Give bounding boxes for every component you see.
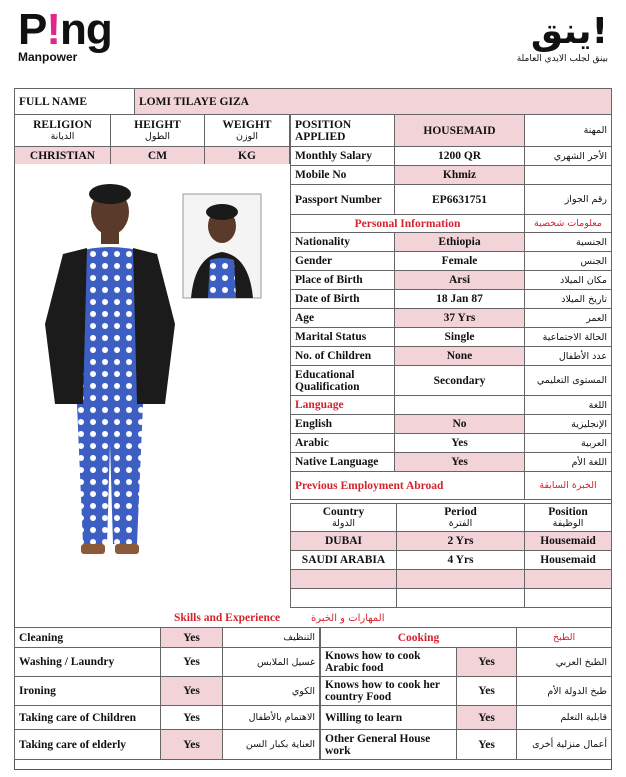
employment-header: Previous Employment Abroad — [291, 472, 525, 500]
employment-empty-cell — [291, 589, 397, 608]
cooking-header-ar: الطبخ — [517, 628, 612, 648]
english-label-ar: الإنجليزية — [525, 415, 612, 434]
children-care-label: Taking care of Children — [15, 706, 161, 730]
education-value: Secondary — [395, 366, 525, 396]
arabic-label-ar: العربية — [525, 434, 612, 453]
info-table — [290, 114, 612, 500]
position-label: POSITION APPLIED — [291, 115, 395, 147]
elderly-care-value: Yes — [161, 730, 223, 760]
employment-col-country: Country الدولة — [291, 504, 397, 532]
housework-value: Yes — [457, 730, 517, 760]
nationality-label-ar: الجنسية — [525, 233, 612, 252]
country-food-value: Yes — [457, 677, 517, 706]
employment-period: 2 Yrs — [397, 532, 525, 551]
cleaning-label: Cleaning — [15, 628, 161, 648]
employment-table — [290, 503, 612, 608]
age-value: 37 Yrs — [395, 309, 525, 328]
age-label: Age — [291, 309, 395, 328]
housework-label-ar: أعمال منزلية أخرى — [517, 730, 612, 760]
photo-area — [15, 164, 290, 609]
weight-value: KG — [205, 147, 290, 165]
gender-label: Gender — [291, 252, 395, 271]
ironing-value: Yes — [161, 677, 223, 706]
cleaning-label-ar: التنظيف — [223, 628, 320, 648]
passport-value: EP6631751 — [395, 185, 525, 215]
children-care-label-ar: الاهتمام بالأطفال — [223, 706, 320, 730]
passport-label-ar: رقم الجواز — [525, 185, 612, 215]
logo-subtitle-arabic: بينق لجلب الايدي العاملة — [516, 54, 608, 64]
full-name-label: FULL NAME — [15, 89, 135, 115]
logo-wordmark-arabic: !ينق — [530, 11, 608, 52]
height-value: CM — [111, 147, 205, 165]
height-header: HEIGHT الطول — [111, 115, 205, 147]
washing-value: Yes — [161, 648, 223, 677]
washing-label-ar: غسيل الملابس — [223, 648, 320, 677]
arabic-label: Arabic — [291, 434, 395, 453]
gender-value: Female — [395, 252, 525, 271]
passport-photo — [183, 194, 261, 298]
language-header-blank — [395, 396, 525, 415]
position-value: HOUSEMAID — [395, 115, 525, 147]
employment-period: 4 Yrs — [397, 551, 525, 570]
employment-empty-cell — [525, 589, 612, 608]
salary-label-ar: الأجر الشهري — [525, 147, 612, 166]
willing-learn-label: Willing to learn — [321, 706, 457, 730]
employment-position: Housemaid — [525, 532, 612, 551]
children-value: None — [395, 347, 525, 366]
country-food-label: Knows how to cook her country Food — [321, 677, 457, 706]
dob-value: 18 Jan 87 — [395, 290, 525, 309]
logo-wordmark: P!ng — [18, 5, 112, 54]
employment-header-ar: الخبرة السابقة — [525, 472, 612, 500]
nationality-label: Nationality — [291, 233, 395, 252]
dob-label: Date of Birth — [291, 290, 395, 309]
arabic-food-value: Yes — [457, 648, 517, 677]
mobile-value: Khmiz — [395, 166, 525, 185]
marital-label-ar: الحالة الاجتماعية — [525, 328, 612, 347]
age-label-ar: العمر — [525, 309, 612, 328]
religion-header: RELIGION الديانة — [15, 115, 111, 147]
mobile-label: Mobile No — [291, 166, 395, 185]
dob-label-ar: تاريخ الميلاد — [525, 290, 612, 309]
children-label-ar: عدد الأطفال — [525, 347, 612, 366]
weight-header: WEIGHT الوزن — [205, 115, 290, 147]
logo-subtitle: Manpower — [18, 50, 78, 64]
elderly-care-label-ar: العناية بكبار السن — [223, 730, 320, 760]
skills-header: Skills and Experience المهارات و الخبرة — [174, 612, 385, 624]
employment-empty-cell — [397, 570, 525, 589]
employment-empty-cell — [525, 570, 612, 589]
ironing-label: Ironing — [15, 677, 161, 706]
birthplace-label: Place of Birth — [291, 271, 395, 290]
native-language-label-ar: اللغة الأم — [525, 453, 612, 472]
full-name-value: LOMI TILAYE GIZA — [135, 89, 612, 115]
employment-country: SAUDI ARABIA — [291, 551, 397, 570]
salary-label: Monthly Salary — [291, 147, 395, 166]
physical-table — [14, 114, 290, 165]
language-header-ar: اللغة — [525, 396, 612, 415]
birthplace-value: Arsi — [395, 271, 525, 290]
arabic-food-label: Knows how to cook Arabic food — [321, 648, 457, 677]
skills-left-table — [14, 627, 320, 760]
arabic-food-label-ar: الطبخ العربي — [517, 648, 612, 677]
elderly-care-label: Taking care of elderly — [15, 730, 161, 760]
children-label: No. of Children — [291, 347, 395, 366]
education-label: Educational Qualification — [291, 366, 395, 396]
birthplace-label-ar: مكان الميلاد — [525, 271, 612, 290]
ironing-label-ar: الكوي — [223, 677, 320, 706]
language-header: Language — [291, 396, 395, 415]
name-table — [14, 88, 612, 115]
full-body-photo — [45, 184, 175, 554]
education-label-ar: المستوى التعليمي — [525, 366, 612, 396]
children-care-value: Yes — [161, 706, 223, 730]
position-label-ar: المهنة — [525, 115, 612, 147]
marital-label: Marital Status — [291, 328, 395, 347]
employment-empty-cell — [291, 570, 397, 589]
employment-position: Housemaid — [525, 551, 612, 570]
ping-logo — [18, 5, 112, 64]
english-value: No — [395, 415, 525, 434]
employment-country: DUBAI — [291, 532, 397, 551]
ping-logo-arabic — [517, 10, 608, 64]
skills-right-table — [320, 627, 612, 760]
english-label: English — [291, 415, 395, 434]
willing-learn-label-ar: قابلية التعلم — [517, 706, 612, 730]
employment-empty-cell — [397, 589, 525, 608]
personal-info-header-ar: معلومات شخصية — [525, 215, 612, 233]
personal-info-header: Personal Information — [291, 215, 525, 233]
native-language-value: Yes — [395, 453, 525, 472]
native-language-label: Native Language — [291, 453, 395, 472]
marital-value: Single — [395, 328, 525, 347]
employment-col-period: Period الفترة — [397, 504, 525, 532]
gender-label-ar: الجنس — [525, 252, 612, 271]
willing-learn-value: Yes — [457, 706, 517, 730]
passport-label: Passport Number — [291, 185, 395, 215]
skills-header-table — [14, 609, 612, 627]
mobile-label-ar — [525, 166, 612, 185]
cleaning-value: Yes — [161, 628, 223, 648]
salary-value: 1200 QR — [395, 147, 525, 166]
religion-value: CHRISTIAN — [15, 147, 111, 165]
nationality-value: Ethiopia — [395, 233, 525, 252]
country-food-label-ar: طبخ الدولة الأم — [517, 677, 612, 706]
cooking-header: Cooking — [321, 628, 517, 648]
employment-col-position: Position الوظيفة — [525, 504, 612, 532]
housework-label: Other General House work — [321, 730, 457, 760]
arabic-value: Yes — [395, 434, 525, 453]
washing-label: Washing / Laundry — [15, 648, 161, 677]
